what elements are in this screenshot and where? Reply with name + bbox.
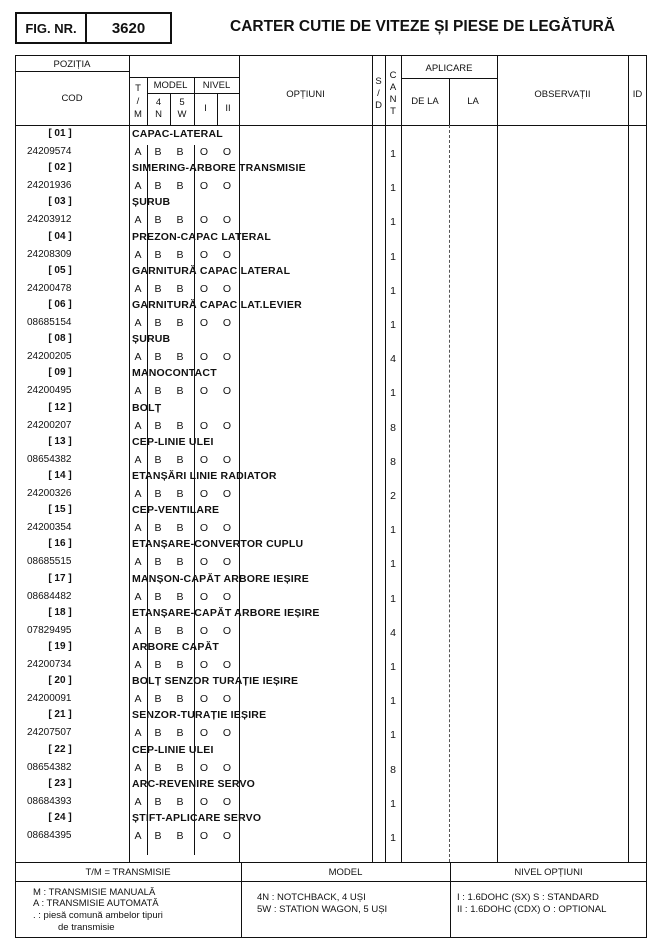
row-position: [ 18 ] [48,606,72,618]
row-nivel-2-value: O [222,761,232,774]
row-tm-value: A [134,590,142,603]
row-part-name: MANOCONTACT [132,367,217,380]
row-nivel-1-value: O [199,180,209,193]
row-nivel-1-value: O [199,248,209,261]
row-part-code: 24200205 [27,351,72,363]
fig-label: FIG. NR. [15,12,87,44]
row-nivel-2-value: O [222,590,232,603]
row-quantity: 1 [390,729,396,742]
row-nivel-2-value: O [222,693,232,706]
row-nivel-1-value: O [199,727,209,740]
row-part-code: 08684393 [27,795,72,807]
row-position: [ 21 ] [48,709,72,721]
row-part-code: 08685154 [27,317,72,328]
row-part-name: ARBORE CAPĂT [132,641,219,653]
row-position: [ 06 ] [48,299,72,310]
row-tm-value: A [134,761,142,774]
row-quantity: 2 [390,490,396,502]
row-tm-value: A [134,693,142,706]
row-part-name: GARNITURĂ CAPAC LAT.LEVIER [132,299,302,311]
row-nivel-1-value: O [199,214,209,227]
row-position: [ 09 ] [48,367,72,379]
col-sd-3: D [375,100,382,111]
row-quantity: 1 [390,148,396,160]
row-tm-value: A [134,556,142,569]
row-position: [ 19 ] [48,641,72,652]
row-part-code: 24200207 [27,419,72,431]
row-part-code: 08654382 [27,761,72,773]
col-aplicare: APLICARE [425,63,473,74]
row-model-5w-value: B [176,556,184,569]
row-part-name: BOLȚ [132,401,162,414]
row-nivel-1-value: O [199,522,209,535]
row-tm-value: A [134,624,142,637]
row-quantity: 1 [390,524,396,537]
row-model-4n-value: B [154,590,162,603]
parts-table-frame [15,55,647,938]
row-model-5w-value: B [176,488,184,500]
row-position: [ 12 ] [48,401,72,413]
col-model-5a: 5 [179,97,185,108]
col-nivel: NIVEL [202,80,231,91]
row-nivel-2-value: O [222,351,232,364]
row-quantity: 1 [390,832,396,844]
col-tm-3: M [134,109,142,120]
col-model-4a: 4 [155,97,162,108]
row-part-name: CEP-LINIE ULEI [132,435,214,448]
row-model-5w-value: B [176,693,184,706]
row-model-5w-value: B [176,351,184,364]
row-position: [ 13 ] [48,435,72,447]
row-model-5w-value: B [176,214,184,227]
row-part-code: 24200326 [27,488,72,499]
row-model-5w-value: B [176,248,184,261]
row-model-5w-value: B [176,830,184,842]
row-model-4n-value: B [154,624,162,637]
row-nivel-1-value: O [199,351,209,364]
row-quantity: 1 [390,182,396,195]
row-quantity: 1 [390,558,396,571]
row-tm-value: A [134,351,142,364]
row-nivel-2-value: O [222,453,232,466]
row-nivel-1-value: O [199,830,209,842]
col-cant-2: A [389,82,397,93]
row-nivel-2-value: O [222,282,232,295]
row-quantity: 1 [390,216,396,229]
row-nivel-1-value: O [199,693,209,706]
row-model-4n-value: B [154,419,162,432]
row-position: [ 24 ] [48,812,72,823]
col-nivel-1: I [204,103,207,114]
col-cant-1: C [389,70,397,81]
row-part-code: 24201936 [27,180,72,192]
row-model-5w-value: B [176,317,184,329]
row-tm-value: A [134,659,142,671]
row-part-code: 08685515 [27,556,72,568]
col-sd-2: / [377,88,380,99]
row-model-4n-value: B [154,385,162,398]
col-cant-4: T [390,106,396,117]
row-part-name: GARNITURĂ CAPAC LATERAL [132,264,291,277]
row-quantity: 4 [390,626,396,639]
legend-model-4n: 4N : NOTCHBACK, 4 UȘI [257,892,366,903]
row-nivel-2-value: O [222,556,232,569]
row-nivel-2-value: O [222,214,232,227]
row-nivel-2-value: O [222,248,232,261]
row-part-code: 24200354 [27,522,72,534]
row-nivel-1-value: O [199,795,209,808]
row-model-4n-value: B [154,214,162,227]
row-model-4n-value: B [154,659,162,671]
row-position: [ 01 ] [48,128,72,139]
row-nivel-1-value: O [199,453,209,466]
row-model-4n-value: B [154,795,162,808]
row-nivel-2-value: O [222,830,232,842]
row-part-code: 24200495 [27,385,72,397]
row-tm-value: A [134,248,142,261]
row-position: [ 14 ] [48,470,72,481]
legend-model-5w: 5W : STATION WAGON, 5 UȘI [257,904,388,915]
row-model-5w-value: B [176,180,184,193]
row-nivel-2-value: O [222,180,232,193]
col-id: ID [632,89,643,100]
legend-tm-m: M : TRANSMISIE MANUALĂ [33,887,156,898]
row-part-name: ARC-REVENIRE SERVO [132,777,256,790]
row-quantity: 1 [390,387,396,400]
row-tm-value: A [134,385,142,398]
col-observatii: OBSERVAȚII [534,89,591,100]
row-nivel-1-value: O [199,590,209,603]
row-nivel-2-value: O [222,385,232,398]
row-part-name: PREZON-CAPAC LATERAL [132,230,271,243]
legend-nivel-1: I : 1.6DOHC (SX) S : STANDARD [457,892,599,903]
row-model-5w-value: B [176,419,184,432]
row-model-5w-value: B [176,795,184,808]
col-model-5b: W [177,109,187,120]
row-quantity: 1 [390,661,396,673]
row-quantity: 1 [390,695,396,708]
row-model-4n-value: B [154,282,162,295]
row-model-5w-value: B [176,761,184,774]
col-de-la: DE LA [411,96,439,107]
row-tm-value: A [134,795,142,808]
row-tm-value: A [134,830,142,842]
row-quantity: 4 [390,353,396,366]
col-la: LA [467,96,479,107]
row-model-4n-value: B [154,761,162,774]
fig-number: 3620 [87,12,172,44]
row-model-5w-value: B [176,282,184,295]
row-tm-value: A [134,488,142,500]
col-cod: COD [61,93,83,104]
row-quantity: 1 [390,319,396,331]
row-model-5w-value: B [176,146,184,158]
row-model-4n-value: B [154,556,162,569]
row-nivel-2-value: O [222,317,232,329]
row-part-code: 08684395 [27,830,72,841]
row-position: [ 22 ] [48,743,72,755]
row-model-4n-value: B [154,146,162,158]
row-part-name: ETANȘARE-CONVERTOR CUPLU [132,538,304,551]
legend-tm-a: A : TRANSMISIE AUTOMATĂ [33,898,159,909]
row-position: [ 04 ] [48,230,72,242]
col-tm-2: / [136,96,140,107]
row-part-code: 24207507 [27,727,72,739]
legend-nivel-title: NIVEL OPȚIUNI [514,867,583,878]
legend-tm-dot-2: de transmisie [58,922,115,933]
row-part-name: BOLȚ SENZOR TURAȚIE IEȘIRE [132,675,299,688]
row-nivel-1-value: O [199,385,209,398]
row-position: [ 20 ] [48,675,72,687]
row-position: [ 08 ] [48,333,72,345]
row-quantity: 1 [390,797,396,810]
col-model: MODEL [153,80,188,91]
row-part-code: 24200734 [27,659,72,670]
row-model-4n-value: B [154,317,162,329]
row-part-name: SENZOR-TURAȚIE IEȘIRE [132,709,267,722]
row-position: [ 02 ] [48,162,72,174]
row-nivel-2-value: O [222,419,232,432]
row-tm-value: A [134,214,142,227]
row-nivel-1-value: O [199,761,209,774]
col-tm-1: T [135,83,141,94]
row-model-5w-value: B [176,590,184,603]
row-nivel-1-value: O [199,317,209,329]
row-model-4n-value: B [154,351,162,364]
legend-tm-title: T/M = TRANSMISIE [85,867,171,878]
row-part-code: 24200478 [27,282,72,294]
col-optiuni: OPȚIUNI [286,89,325,100]
row-part-name: CEP-LINIE ULEI [132,743,214,756]
row-model-4n-value: B [154,693,162,706]
row-part-code: 07829495 [27,624,72,636]
row-model-5w-value: B [176,727,184,740]
row-model-4n-value: B [154,248,162,261]
row-part-code: 08654382 [27,453,72,465]
col-cant-3: N [389,94,397,105]
row-nivel-2-value: O [222,727,232,740]
row-nivel-2-value: O [222,488,232,500]
row-tm-value: A [134,146,142,158]
col-sd-1: S [375,76,382,87]
row-quantity: 1 [390,250,396,263]
row-nivel-1-value: O [199,146,209,158]
row-nivel-1-value: O [199,488,209,500]
row-nivel-2-value: O [222,624,232,637]
col-nivel-2: II [225,103,231,114]
row-part-name: ETANȘARE-CAPĂT ARBORE IEȘIRE [132,606,320,619]
row-model-5w-value: B [176,522,184,535]
row-nivel-1-value: O [199,282,209,295]
row-part-name: CAPAC-LATERAL [132,128,223,140]
row-quantity: 8 [390,455,396,468]
row-quantity: 8 [390,421,396,434]
row-position: [ 16 ] [48,538,72,550]
legend-tm-dot-1: . : piesă comună ambelor tipuri [33,910,163,921]
row-position: [ 23 ] [48,777,72,789]
row-model-4n-value: B [154,488,162,500]
row-nivel-1-value: O [199,624,209,637]
row-tm-value: A [134,419,142,432]
row-nivel-2-value: O [222,795,232,808]
row-tm-value: A [134,317,142,329]
row-model-4n-value: B [154,453,162,466]
row-model-5w-value: B [176,659,184,671]
row-part-code: 24203912 [27,214,72,226]
legend-model-title: MODEL [328,867,363,878]
row-part-code: 24200091 [27,693,72,705]
row-part-code: 24209574 [27,146,72,157]
row-model-5w-value: B [176,385,184,398]
col-model-4b: N [155,109,162,120]
row-tm-value: A [134,180,142,193]
row-part-name: MANȘON-CAPĂT ARBORE IEȘIRE [132,572,309,585]
legend-nivel-2: II : 1.6DOHC (CDX) O : OPTIONAL [457,904,607,915]
row-nivel-2-value: O [222,146,232,158]
row-model-4n-value: B [154,522,162,535]
row-part-name: CEP-VENTILARE [132,504,220,517]
row-part-code: 08684482 [27,590,72,602]
row-part-name: ȘURUB [132,333,171,346]
row-nivel-2-value: O [222,522,232,535]
row-model-5w-value: B [176,453,184,466]
row-tm-value: A [134,282,142,295]
row-nivel-2-value: O [222,659,232,671]
row-position: [ 03 ] [48,196,72,208]
row-part-code: 24208309 [27,248,72,260]
row-tm-value: A [134,522,142,535]
row-quantity: 8 [390,763,396,776]
row-part-name: ETANȘĂRI LINIE RADIATOR [132,470,277,482]
col-pozitia: POZIȚIA [53,59,91,70]
row-tm-value: A [134,727,142,740]
row-position: [ 17 ] [48,572,72,584]
row-quantity: 1 [390,592,396,605]
row-position: [ 05 ] [48,264,72,276]
row-position: [ 15 ] [48,504,72,516]
row-nivel-1-value: O [199,419,209,432]
row-tm-value: A [134,453,142,466]
row-model-4n-value: B [154,830,162,842]
row-model-4n-value: B [154,180,162,193]
page-title: CARTER CUTIE DE VITEZE ȘI PIESE DE LEGĂTURĂ [230,18,615,35]
row-part-name: SIMERING-ARBORE TRANSMISIE [132,162,306,175]
row-nivel-1-value: O [199,659,209,671]
row-nivel-1-value: O [199,556,209,569]
row-part-name: ȘURUB [132,196,171,209]
row-quantity: 1 [390,284,396,297]
row-model-4n-value: B [154,727,162,740]
row-part-name: ȘTIFT-APLICARE SERVO [132,812,262,824]
row-model-5w-value: B [176,624,184,637]
